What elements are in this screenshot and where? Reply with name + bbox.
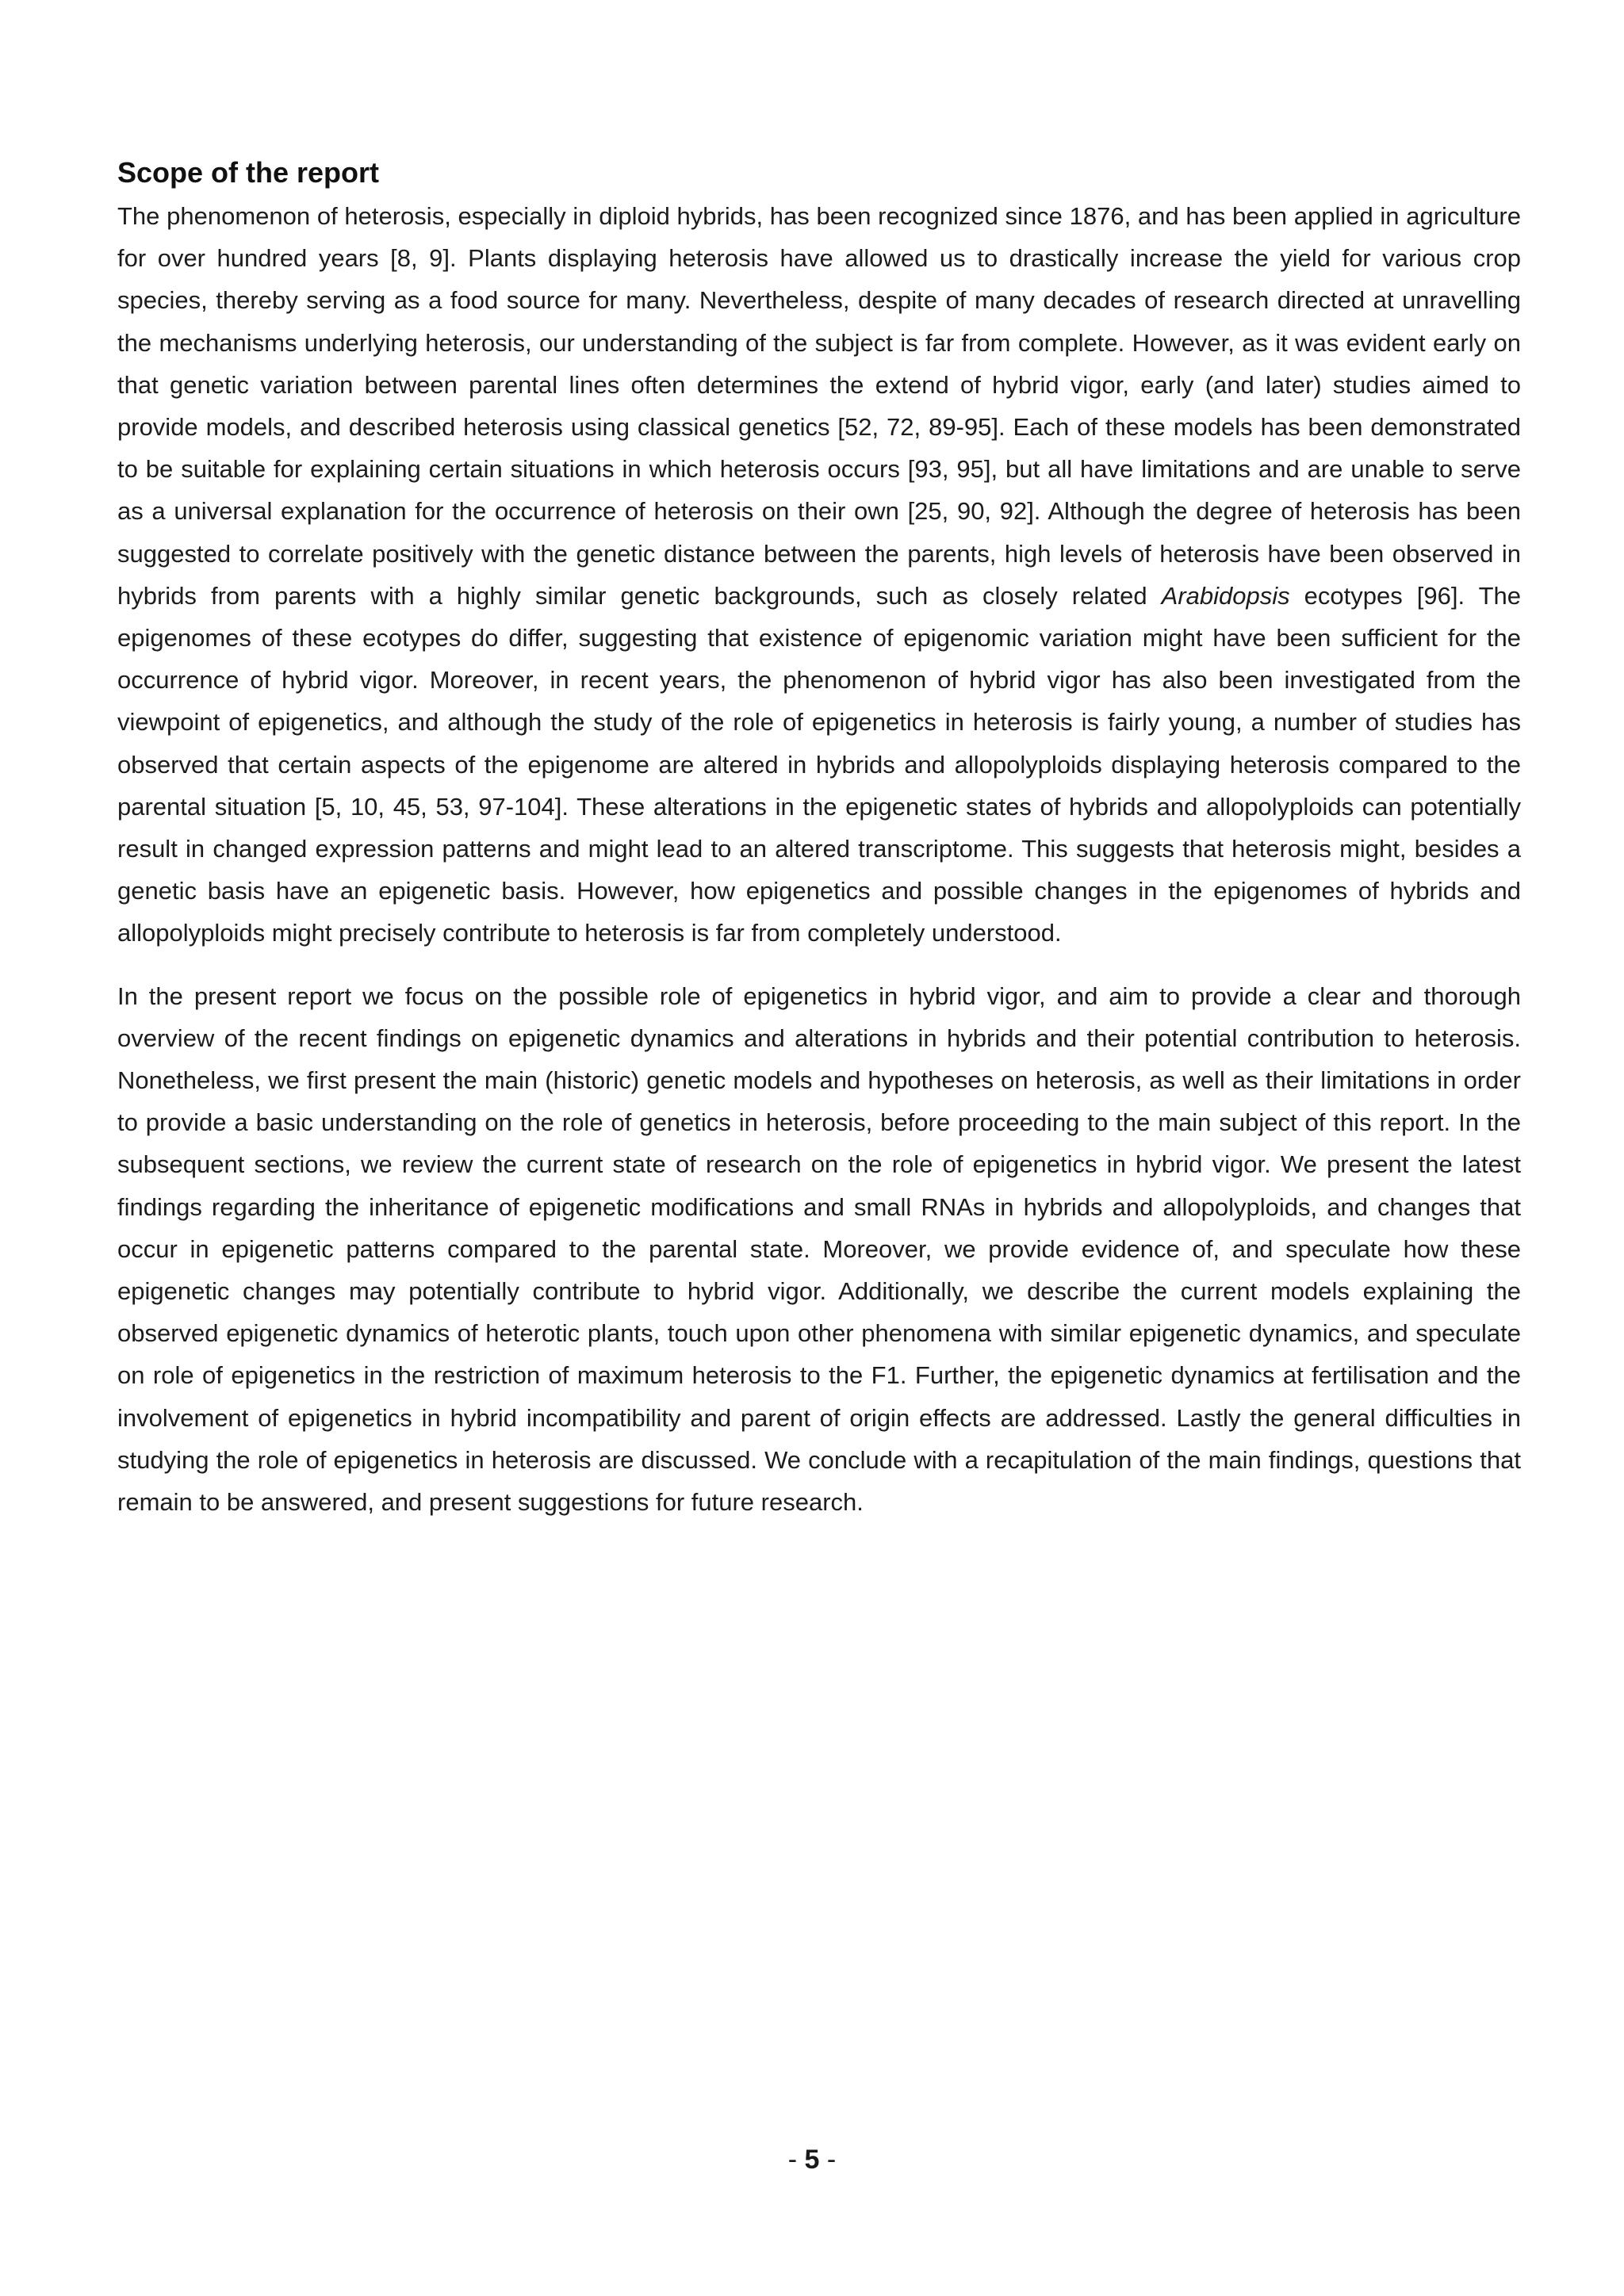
- section-heading: Scope of the report: [117, 156, 380, 189]
- paragraph-1-text-part-2: ecotypes [96]. The epigenomes of these ecotypes do differ, suggesting that existence of epigenomic variation might have been sufficient for the occurrence of hybrid vigor. Moreover, in recent years, the phenomenon of hybrid vigor has also been investigated from the viewpoint of epigenetics, and although the study of the role of epigenetics in heterosis is fairly young, a number of studies has observed that certain aspects of the epigenome are altered in hybrids and allopolyploids displaying heterosis compared to the parental situation [5, 10, 45, 53, 97-104]. These alterations in the epigenetic states of hybrids and allopolyploids can potentially result in changed expression patterns and might lead to an altered transcriptome. This suggests that heterosis might, besides a genetic basis have an epigenetic basis. However, how epigenetics and possible changes in the epigenomes of hybrids and allopolyploids might precisely contribute to heterosis is far from completely understood.: [117, 581, 1522, 947]
- page-number-suffix: -: [819, 2145, 837, 2175]
- page-number: 5: [804, 2145, 820, 2175]
- page-number-prefix: -: [787, 2145, 805, 2175]
- paragraph-1-text-part-1: The phenomenon of heterosis, especially in diploid hybrids, has been recognized since 1876, and has been applied in agriculture for over hundred years [8, 9]. Plants displaying heterosis have allowed us to drastically increase the yield for various crop species, thereby serving as a food source for many. Nevertheless, despite of many decades of research directed at unravelling the mechanisms underlying heterosis, our understanding of the subject is far from complete. However, as it was evident early on that genetic variation between parental lines often determines the extend of hybrid vigor, early (and later) studies aimed to provide models, and described heterosis using classical genetics [52, 72, 89-95]. Each of these models has been demonstrated to be suitable for explaining certain situations in which heterosis occurs [93, 95], but all have limitations and are unable to serve as a universal explanation for the occurrence of heterosis on their own [25, 90, 92]. Although the degree of heterosis has been suggested to correlate positively with the genetic distance between the parents, high levels of heterosis have been observed in hybrids from parents with a highly similar genetic backgrounds, such as closely related: [117, 202, 1521, 610]
- body-paragraph-1: [117, 195, 1521, 955]
- page-number-footer: [0, 2141, 1624, 2179]
- body-paragraph-2: In the present report we focus on the possible role of epigenetics in hybrid vigor, and aim to provide a clear and thorough overview of the recent findings on epigenetic dynamics and alterations in hybrids and their potential contribution to heterosis. Nonetheless, we first present the main (historic) genetic models and hypotheses on heterosis, as well as their limitations in order to provide a basic understanding on the role of genetics in heterosis, before proceeding to the main subject of this report. In the subsequent sections, we review the current state of research on the role of epigenetics in hybrid vigor. We present the latest findings regarding the inheritance of epigenetic modifications and small RNAs in hybrids and allopolyploids, and changes that occur in epigenetic patterns compared to the parental state. Moreover, we provide evidence of, and speculate how these epigenetic changes may potentially contribute to hybrid vigor. Additionally, we describe the current models explaining the observed epigenetic dynamics of heterotic plants, touch upon other phenomena with similar epigenetic dynamics, and speculate on role of epigenetics in the restriction of maximum heterosis to the F1. Further, the epigenetic dynamics at fertilisation and the involvement of epigenetics in hybrid incompatibility and parent of origin effects are addressed. Lastly the general difficulties in studying the role of epigenetics in heterosis are discussed. We conclude with a recapitulation of the main findings, questions that remain to be answered, and present suggestions for future research.: [117, 982, 1521, 1517]
- species-name-italic: Arabidopsis: [1161, 581, 1290, 610]
- page-content: [117, 151, 1521, 1523]
